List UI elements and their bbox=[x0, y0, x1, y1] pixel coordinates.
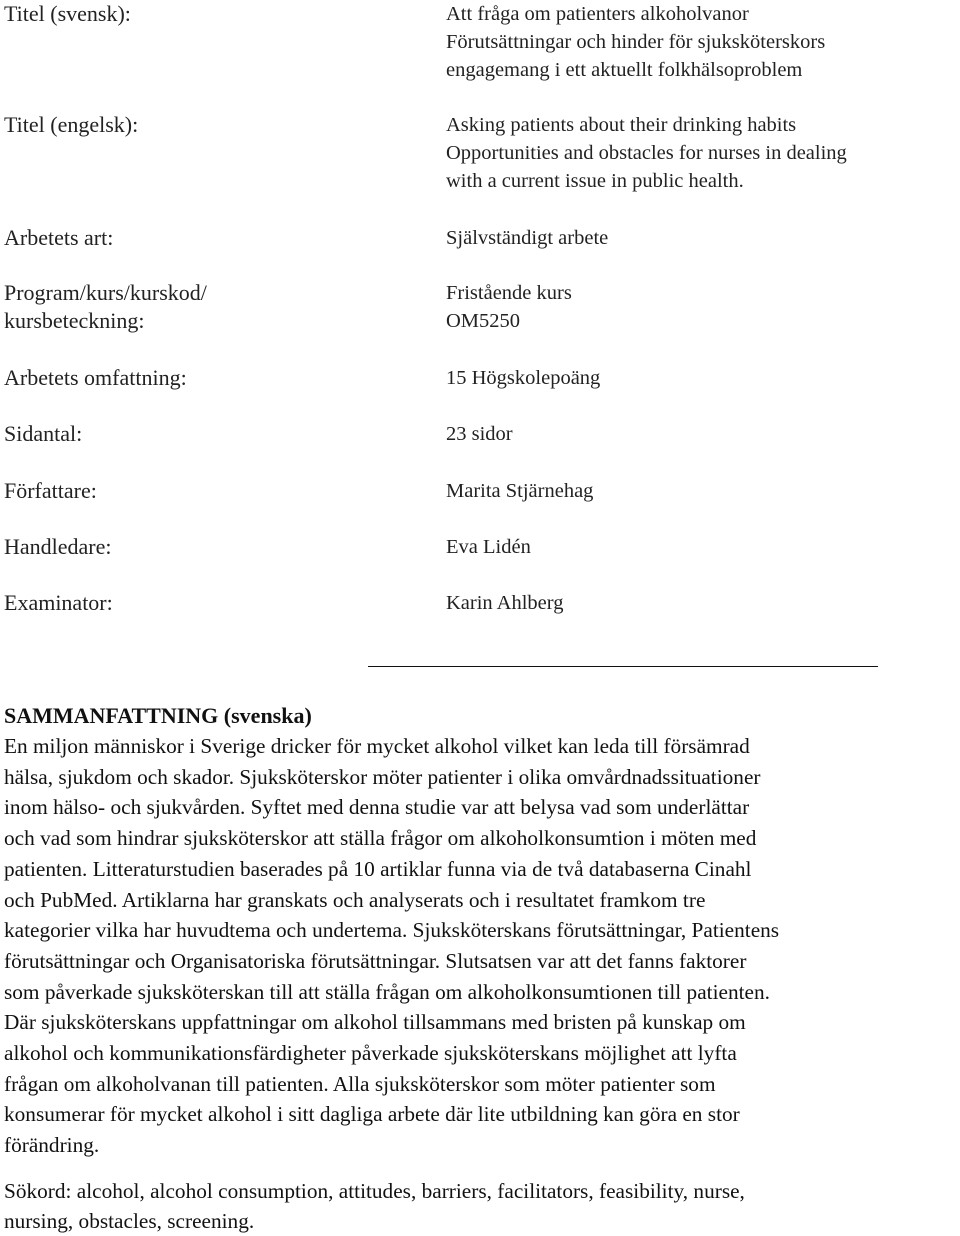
label-pages: Sidantal: bbox=[4, 421, 83, 446]
value-pages bbox=[446, 420, 956, 448]
abstract-line: hälsa, sjukdom och skador. Sjuksköterskor möter patienter i olika omvårdnadssituationer bbox=[4, 764, 761, 789]
abstract-heading: SAMMANFATTNING (svenska) bbox=[4, 703, 312, 728]
abstract-line: som påverkade sjuksköterskan till att ställa frågan om alkoholkonsumtionen till patienten. bbox=[4, 979, 770, 1004]
value-supervisor bbox=[446, 533, 956, 561]
title-sv-line: Förutsättningar och hinder för sjuksköterskors bbox=[446, 31, 826, 53]
program-label-line: kursbeteckning: bbox=[4, 308, 145, 333]
title-en-line: Asking patients about their drinking habits bbox=[446, 114, 797, 136]
program-value-line: Fristående kurs bbox=[446, 282, 572, 304]
title-en-line: with a current issue in public health. bbox=[446, 170, 744, 192]
examiner-value: Karin Ahlberg bbox=[446, 592, 564, 614]
keywords bbox=[4, 1176, 960, 1236]
supervisor-value: Eva Lidén bbox=[446, 536, 531, 558]
value-scope bbox=[446, 364, 956, 392]
abstract-line: patienten. Litteraturstudien baserades på 10 artiklar funna via de två databaserna Cinahl bbox=[4, 856, 752, 881]
abstract-line: konsumerar för mycket alkohol i sitt dagliga arbete där lite utbildning kan göra en stor bbox=[4, 1102, 740, 1127]
keywords-line: Sökord: alcohol, alcohol consumption, attitudes, barriers, facilitators, feasibility, nurse, bbox=[4, 1179, 745, 1203]
title-sv-line: Att fråga om patienters alkoholvanor bbox=[446, 3, 749, 25]
label-title-en: Titel (engelsk): bbox=[4, 112, 139, 137]
program-label-line: Program/kurs/kurskod/ bbox=[4, 280, 207, 305]
label-scope: Arbetets omfattning: bbox=[4, 365, 187, 390]
author-value: Marita Stjärnehag bbox=[446, 480, 594, 502]
value-title-sv bbox=[446, 0, 956, 84]
label-author: Författare: bbox=[4, 478, 97, 503]
title-en-line: Opportunities and obstacles for nurses in dealing bbox=[446, 142, 847, 164]
value-title-en bbox=[446, 111, 956, 195]
abstract-line: inom hälso- och sjukvården. Syftet med denna studie var att belysa vad som underlättar bbox=[4, 795, 750, 820]
value-work-type bbox=[446, 224, 956, 252]
work-type-value: Självständigt arbete bbox=[446, 227, 609, 249]
label-supervisor: Handledare: bbox=[4, 534, 112, 559]
abstract-line: alkohol och kommunikationsfärdigheter påverkade sjuksköterskans möjlighet att lyfta bbox=[4, 1041, 737, 1066]
title-sv-line: engagemang i ett aktuellt folkhälsoproblem bbox=[446, 59, 803, 81]
scope-value: 15 Högskolepoäng bbox=[446, 367, 601, 389]
abstract-body bbox=[4, 731, 960, 1161]
abstract-line: förändring. bbox=[4, 1133, 100, 1158]
abstract-line: förutsättningar och Organisatoriska förutsättningar. Slutsatsen var att det fanns faktorer bbox=[4, 948, 747, 973]
label-title-sv: Titel (svensk): bbox=[4, 1, 131, 26]
abstract-line: och vad som hindrar sjuksköterskor att ställa frågor om alkoholkonsumtion i möten med bbox=[4, 826, 757, 851]
value-examiner bbox=[446, 589, 956, 617]
abstract-line: kategorier vilka har huvudtema och undertema. Sjuksköterskans förutsättningar, Patientens bbox=[4, 918, 780, 943]
label-examiner: Examinator: bbox=[4, 590, 113, 615]
value-program bbox=[446, 279, 956, 335]
section-divider bbox=[368, 666, 878, 667]
label-work-type: Arbetets art: bbox=[4, 225, 114, 250]
program-value-line: OM5250 bbox=[446, 310, 521, 332]
label-program bbox=[4, 279, 434, 335]
abstract-line: Där sjuksköterskans uppfattningar om alkohol tillsammans med bristen på kunskap om bbox=[4, 1010, 746, 1035]
pages-value: 23 sidor bbox=[446, 423, 513, 445]
abstract-line: En miljon människor i Sverige dricker för mycket alkohol vilket kan leda till försämrad bbox=[4, 734, 750, 758]
abstract-line: frågan om alkoholvanan till patienten. Alla sjuksköterskor som möter patienter som bbox=[4, 1071, 716, 1096]
keywords-line: nursing, obstacles, screening. bbox=[4, 1209, 255, 1233]
abstract-line: och PubMed. Artiklarna har granskats och analyserats och i resultatet framkom tre bbox=[4, 887, 706, 912]
value-author bbox=[446, 477, 956, 505]
